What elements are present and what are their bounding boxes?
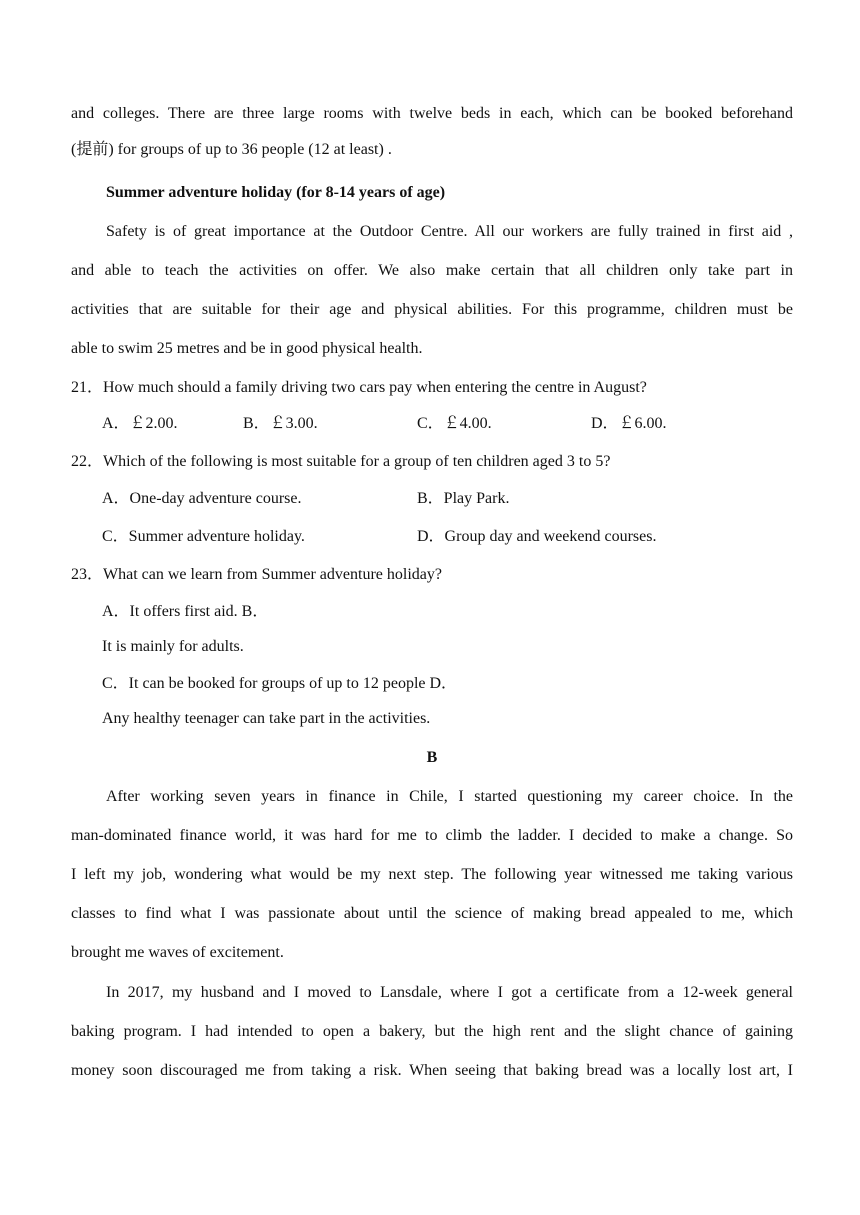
question-21-option-c: C．￡4.00. bbox=[417, 415, 492, 432]
question-23-stem: 23．What can we learn from Summer adventure holiday? bbox=[71, 566, 442, 583]
passage-b-para2-line-1: In 2017, my husband and I moved to Lansdale, where I got a certificate from a 12-week general bbox=[106, 984, 793, 1001]
section-line-1: Safety is of great importance at the Outdoor Centre. All our workers are fully trained in first aid , bbox=[106, 223, 793, 240]
passage-b-para2-line-3: money soon discouraged me from taking a risk. When seeing that baking bread was a locally lost art, I bbox=[71, 1062, 793, 1079]
passage-b-para1-line-4: classes to find what I was passionate about until the science of making bread appealed to me, which bbox=[71, 905, 793, 922]
question-21-option-a: A．￡2.00. bbox=[102, 415, 178, 432]
passage-b-para1-line-1: After working seven years in finance in Chile, I started questioning my career choice. In the bbox=[106, 788, 793, 805]
section-line-3: activities that are suitable for their age and physical abilities. For this programme, children must be bbox=[71, 301, 793, 318]
question-22-option-c: C．Summer adventure holiday. bbox=[102, 528, 305, 545]
passage-b-para1-line-3: I left my job, wondering what would be my next step. The following year witnessed me taking various bbox=[71, 866, 793, 883]
question-21-stem: 21．How much should a family driving two cars pay when entering the centre in August? bbox=[71, 379, 647, 396]
section-line-4: able to swim 25 metres and be in good physical health. bbox=[71, 340, 423, 357]
passage-b-para1-line-5: brought me waves of excitement. bbox=[71, 944, 284, 961]
question-23-option-line-4: Any healthy teenager can take part in the activities. bbox=[102, 710, 431, 727]
passage-a-intro-line-2: (提前) for groups of up to 36 people (12 at least) . bbox=[71, 141, 392, 158]
question-22-option-b: B．Play Park. bbox=[417, 490, 510, 507]
question-23-option-line-3: C．It can be booked for groups of up to 12 people D． bbox=[102, 675, 458, 692]
passage-b-para1-line-2: man-dominated finance world, it was hard for me to climb the ladder. I decided to make a change. So bbox=[71, 827, 793, 844]
question-21-option-b: B．￡3.00. bbox=[243, 415, 318, 432]
passage-b-heading: B bbox=[426, 749, 438, 766]
question-22-option-a: A．One-day adventure course. bbox=[102, 490, 302, 507]
question-23-option-line-2: It is mainly for adults. bbox=[102, 638, 244, 655]
section-heading: Summer adventure holiday (for 8-14 years of age) bbox=[106, 184, 446, 201]
passage-b-para2-line-2: baking program. I had intended to open a bakery, but the high rent and the slight chance of gaining bbox=[71, 1023, 793, 1040]
section-line-2: and able to teach the activities on offer. We also make certain that all children only take part in bbox=[71, 262, 793, 279]
passage-a-intro-line-1: and colleges. There are three large rooms with twelve beds in each, which can be booked beforehand bbox=[71, 105, 793, 122]
question-23-option-line-1: A．It offers first aid. B． bbox=[102, 603, 269, 620]
question-21-option-d: D．￡6.00. bbox=[591, 415, 667, 432]
question-22-option-d: D．Group day and weekend courses. bbox=[417, 528, 657, 545]
question-22-stem: 22．Which of the following is most suitable for a group of ten children aged 3 to 5? bbox=[71, 453, 611, 470]
